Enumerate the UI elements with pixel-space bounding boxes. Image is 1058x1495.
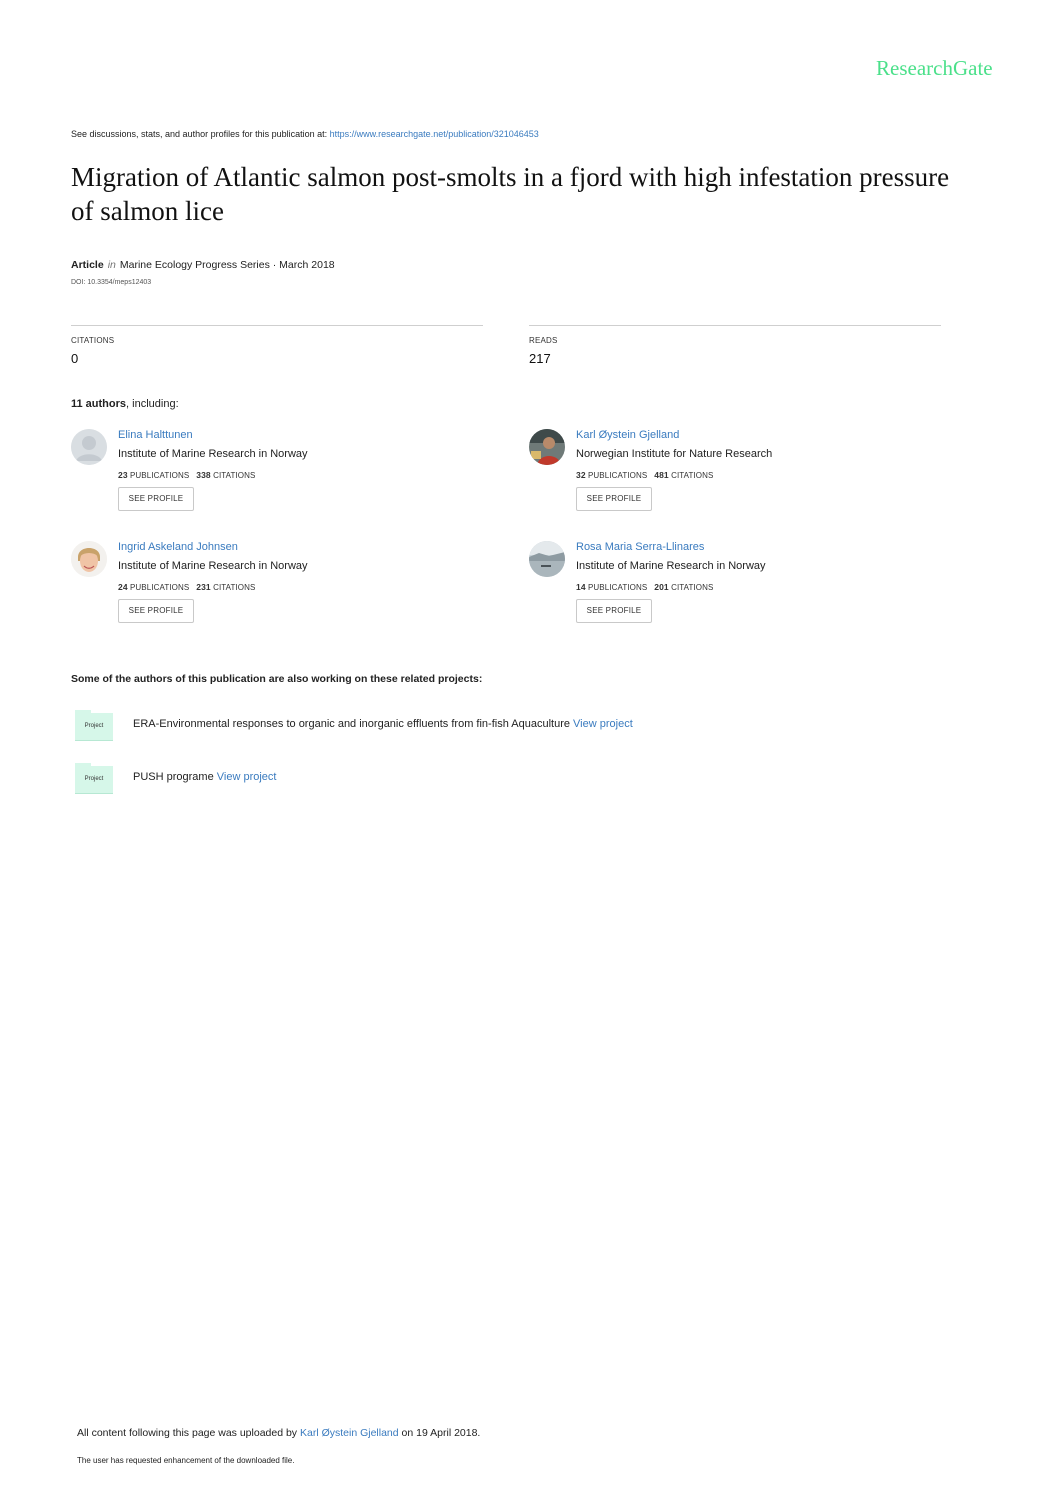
author-name-link[interactable]: Ingrid Askeland Johnsen bbox=[118, 541, 238, 553]
author-stats bbox=[118, 582, 255, 592]
reads-label: READS bbox=[529, 336, 558, 345]
citations-label: CITATIONS bbox=[213, 471, 256, 480]
publication-meta bbox=[71, 259, 335, 271]
citations-label: CITATIONS bbox=[71, 336, 115, 345]
publications-count: 14 bbox=[576, 582, 586, 592]
uploaded-prefix: All content following this page was uploaded by bbox=[77, 1427, 300, 1439]
authors-heading bbox=[71, 398, 179, 410]
see-profile-button[interactable]: SEE PROFILE bbox=[118, 487, 194, 511]
author-institution: Institute of Marine Research in Norway bbox=[118, 560, 308, 572]
uploaded-line bbox=[77, 1427, 480, 1439]
citations-label: CITATIONS bbox=[671, 471, 714, 480]
publication-url-link[interactable]: https://www.researchgate.net/publication/321046453 bbox=[329, 129, 539, 139]
authors-count: 11 authors bbox=[71, 398, 127, 410]
author-photo[interactable] bbox=[529, 541, 565, 577]
citations-count: 231 bbox=[196, 582, 211, 592]
authors-suffix: , including: bbox=[126, 398, 179, 410]
author-name-link[interactable]: Rosa Maria Serra-Llinares bbox=[576, 541, 705, 553]
journal-date: Marine Ecology Progress Series · March 2018 bbox=[119, 259, 335, 271]
in-word: in bbox=[107, 259, 116, 271]
publication-doi: DOI: 10.3354/meps12403 bbox=[71, 279, 152, 286]
default-person-icon[interactable] bbox=[71, 429, 107, 465]
citations-count: 338 bbox=[196, 470, 211, 480]
citations-divider bbox=[71, 325, 483, 326]
author-institution: Institute of Marine Research in Norway bbox=[576, 560, 766, 572]
publication-type: Article bbox=[71, 259, 104, 271]
see-discussions-text: See discussions, stats, and author profiles for this publication at: bbox=[71, 129, 330, 139]
publications-count: 23 bbox=[118, 470, 128, 480]
author-stats bbox=[118, 470, 255, 480]
citations-count: 481 bbox=[654, 470, 669, 480]
author-institution: Institute of Marine Research in Norway bbox=[118, 448, 308, 460]
project-name: ERA-Environmental responses to organic and inorganic effluents from fin-fish Aquaculture bbox=[133, 718, 574, 730]
project-name: PUSH programe bbox=[133, 771, 217, 783]
author-stats bbox=[576, 582, 713, 592]
author-photo[interactable] bbox=[529, 429, 565, 465]
uploaded-suffix: on 19 April 2018. bbox=[398, 1427, 481, 1439]
see-profile-button[interactable]: SEE PROFILE bbox=[576, 487, 652, 511]
citations-count: 201 bbox=[654, 582, 669, 592]
author-stats bbox=[576, 470, 713, 480]
related-projects-heading: Some of the authors of this publication are also working on these related projects: bbox=[71, 673, 483, 685]
publications-count: 32 bbox=[576, 470, 586, 480]
citations-value: 0 bbox=[71, 351, 79, 366]
reads-divider bbox=[529, 325, 941, 326]
author-card bbox=[71, 429, 491, 529]
publications-count: 24 bbox=[118, 582, 128, 592]
author-name-link[interactable]: Karl Øystein Gjelland bbox=[576, 429, 680, 441]
reads-value: 217 bbox=[529, 351, 551, 366]
publications-label: PUBLICATIONS bbox=[129, 471, 190, 480]
view-project-link[interactable]: View project bbox=[216, 771, 277, 783]
project-item bbox=[75, 763, 875, 795]
project-folder-icon bbox=[75, 763, 113, 793]
publications-label: PUBLICATIONS bbox=[129, 583, 190, 592]
project-folder-label: Project bbox=[75, 713, 113, 741]
project-folder-icon bbox=[75, 710, 113, 740]
author-card bbox=[529, 429, 949, 529]
view-project-link[interactable]: View project bbox=[573, 718, 633, 730]
author-photo[interactable] bbox=[71, 541, 107, 577]
uploader-link[interactable]: Karl Øystein Gjelland bbox=[299, 1427, 399, 1439]
publication-title: Migration of Atlantic salmon post-smolts in a fjord with high infestation pressure of salmon lice bbox=[71, 162, 950, 226]
citations-label: CITATIONS bbox=[213, 583, 256, 592]
project-text bbox=[133, 771, 276, 783]
publications-label: PUBLICATIONS bbox=[587, 583, 648, 592]
author-institution: Norwegian Institute for Nature Research bbox=[576, 448, 773, 460]
project-item bbox=[75, 710, 875, 742]
citations-label: CITATIONS bbox=[671, 583, 714, 592]
see-discussions-line bbox=[71, 129, 539, 139]
researchgate-logo[interactable]: ResearchGate bbox=[876, 56, 993, 80]
author-card bbox=[529, 541, 949, 641]
author-name-link[interactable]: Elina Halttunen bbox=[118, 429, 193, 441]
see-profile-button[interactable]: SEE PROFILE bbox=[118, 599, 194, 623]
see-profile-button[interactable]: SEE PROFILE bbox=[576, 599, 652, 623]
author-card bbox=[71, 541, 491, 641]
requested-enhancement-note: The user has requested enhancement of the downloaded file. bbox=[77, 1456, 295, 1465]
project-text bbox=[133, 718, 633, 730]
project-folder-label: Project bbox=[75, 766, 113, 794]
publications-label: PUBLICATIONS bbox=[587, 471, 648, 480]
